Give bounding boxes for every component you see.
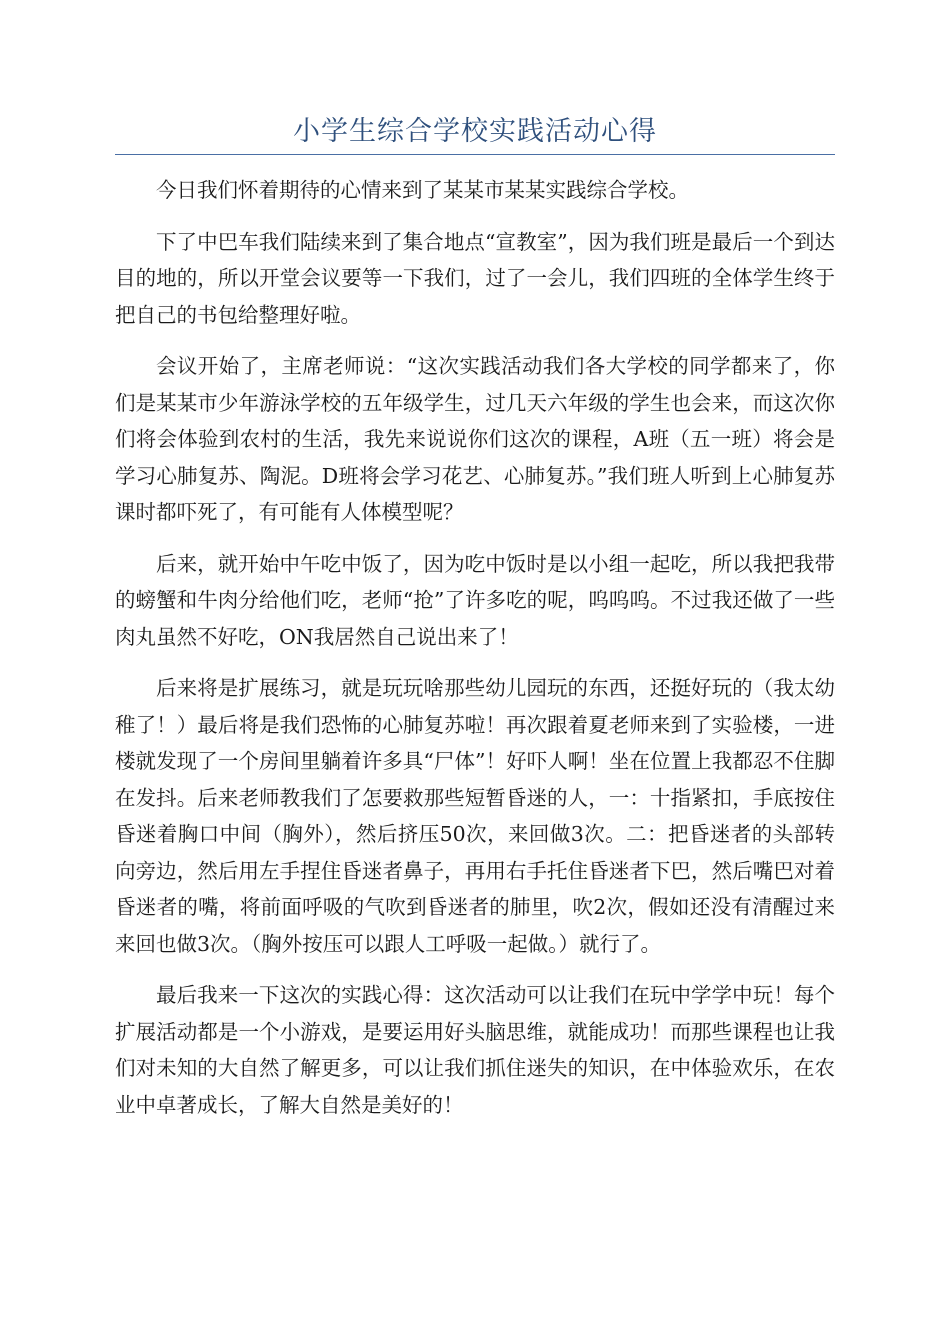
document-body: [115, 172, 835, 1138]
paragraph-4: 后来，就开始中午吃中饭了，因为吃中饭时是以小组一起吃，所以我把我带的螃蟹和牛肉分给他们吃，老师“抢”了许多吃的呢，呜呜呜。不过我还做了一些肉丸虽然不好吃，ON我居然自己说出来了！: [115, 551, 835, 649]
document-title: 小学生综合学校实践活动心得: [293, 116, 657, 147]
paragraph-5: 后来将是扩展练习，就是玩玩啥那些幼儿园玩的东西，还挺好玩的（我太幼稚了！）最后将是我们恐怖的心肺复苏啦！再次跟着夏老师来到了实验楼，一进楼就发现了一个房间里躺着许多具“尸体”！好吓人啊！坐在位置上我都忍不住脚在发抖。后来老师教我们了怎要救那些短暂昏迷的人，一：十指紧扣，手底按住昏迷着胸口中间（胸外），然后挤压50次，来回做3次。二：把昏迷者的头部转向旁边，然后用左手捏住昏迷者鼻子，再用右手托住昏迷者下巴，然后嘴巴对着昏迷者的嘴，将前面呼吸的气吹到昏迷者的肺里，吹2次，假如还没有清醒过来来回也做3次。（胸外按压可以跟人工呼吸一起做。）就行了。: [115, 676, 835, 956]
title-underline: [115, 154, 835, 155]
paragraph-2: 下了中巴车我们陆续来到了集合地点“宣教室”，因为我们班是最后一个到达目的地的，所以开堂会议要等一下我们，过了一会儿，我们四班的全体学生终于把自己的书包给整理好啦。: [115, 229, 835, 327]
paragraph-6: 最后我来一下这次的实践心得：这次活动可以让我们在玩中学学中玩！每个扩展活动都是一个小游戏，是要运用好头脑思维，就能成功！而那些课程也让我们对未知的大自然了解更多，可以让我们抓住迷失的知识，在中体验欢乐，在农业中卓著成长，了解大自然是美好的！: [115, 983, 835, 1117]
paragraph-1: 今日我们怀着期待的心情来到了某某市某某实践综合学校。: [156, 178, 689, 202]
paragraph-3: 会议开始了，主席老师说：“这次实践活动我们各大学校的同学都来了，你们是某某市少年游泳学校的五年级学生，过几天六年级的学生也会来，而这次你们将会体验到农村的生活，我先来说说你们这次的课程，A班（五一班）将会是学习心肺复苏、陶泥。D班将会学习花艺、心肺复苏。”我们班人听到上心肺复苏课时都吓死了，有可能有人体模型呢？: [115, 354, 835, 524]
